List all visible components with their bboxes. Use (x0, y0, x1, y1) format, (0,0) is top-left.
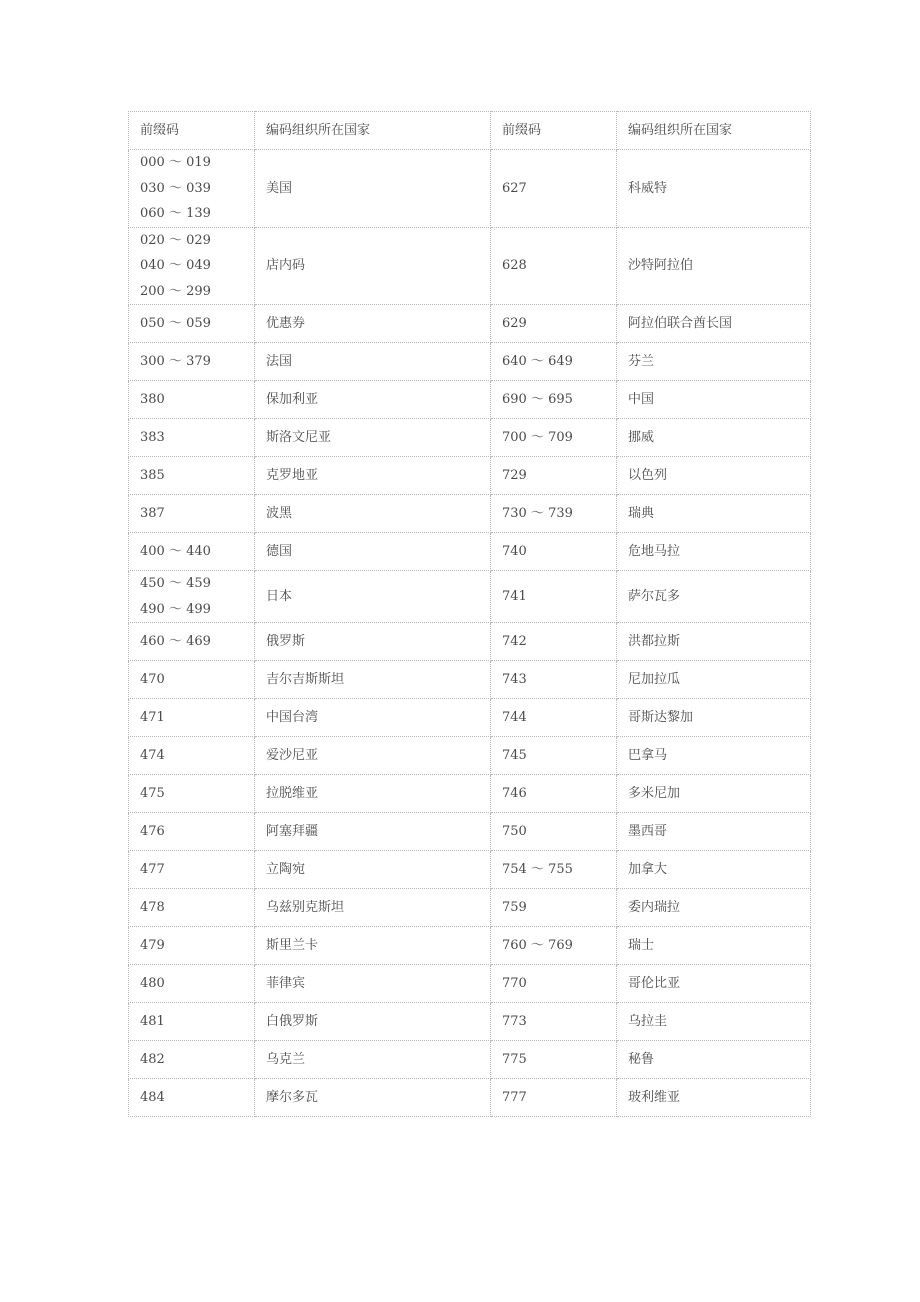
country-cell: 哥斯达黎加 (617, 699, 811, 737)
table-row (129, 571, 811, 623)
table-row (129, 661, 811, 699)
country-cell: 爱沙尼亚 (255, 737, 491, 775)
country-cell: 阿拉伯联合酋长国 (617, 305, 811, 343)
prefix-code-table (128, 111, 811, 1117)
table-row (129, 927, 811, 965)
prefix-code-cell (129, 699, 255, 737)
prefix-code-range: 450 ～ 459 (140, 576, 211, 591)
table-row (129, 623, 811, 661)
country-cell: 菲律宾 (255, 965, 491, 1003)
country-cell: 挪威 (617, 419, 811, 457)
prefix-code-cell: 746 (491, 775, 617, 813)
prefix-code-range: 470 (140, 671, 165, 687)
country-cell: 玻利维亚 (617, 1079, 811, 1117)
country-cell: 尼加拉瓜 (617, 661, 811, 699)
table-body (129, 150, 811, 1117)
prefix-code-cell: 754 ～ 755 (491, 851, 617, 889)
country-cell: 巴拿马 (617, 737, 811, 775)
country-cell: 斯里兰卡 (255, 927, 491, 965)
prefix-code-cell (129, 1079, 255, 1117)
prefix-code-cell: 775 (491, 1041, 617, 1079)
prefix-code-cell (129, 737, 255, 775)
prefix-code-range: 020 ～ 029 (140, 232, 211, 248)
prefix-code-cell (129, 775, 255, 813)
prefix-code-range: 471 (140, 709, 165, 725)
table-row (129, 381, 811, 419)
table-row (129, 1041, 811, 1079)
table-row (129, 150, 811, 228)
country-cell: 加拿大 (617, 851, 811, 889)
prefix-code-cell (129, 965, 255, 1003)
prefix-code-cell: 741 (491, 571, 617, 623)
prefix-code-cell: 729 (491, 457, 617, 495)
country-cell: 法国 (255, 343, 491, 381)
prefix-code-cell: 700 ～ 709 (491, 419, 617, 457)
prefix-code-cell (129, 495, 255, 533)
prefix-code-cell: 745 (491, 737, 617, 775)
table-row (129, 457, 811, 495)
country-cell: 店内码 (255, 227, 491, 305)
prefix-code-cell (129, 1041, 255, 1079)
prefix-code-range: 000 ～ 019 (140, 155, 211, 170)
prefix-code-range: 040 ～ 049 (140, 258, 211, 273)
country-cell: 拉脱维亚 (255, 775, 491, 813)
prefix-code-range: 480 (140, 975, 165, 991)
country-cell: 瑞士 (617, 927, 811, 965)
table-row (129, 533, 811, 571)
country-cell: 阿塞拜疆 (255, 813, 491, 851)
country-cell: 沙特阿拉伯 (617, 227, 811, 305)
table-row (129, 1003, 811, 1041)
country-cell: 德国 (255, 533, 491, 571)
country-cell: 多米尼加 (617, 775, 811, 813)
prefix-code-cell: 628 (491, 227, 617, 305)
prefix-code-range: 300 ～ 379 (140, 353, 211, 369)
prefix-code-range: 380 (140, 391, 165, 407)
prefix-code-cell: 777 (491, 1079, 617, 1117)
prefix-code-cell: 750 (491, 813, 617, 851)
prefix-code-range: 490 ～ 499 (140, 601, 211, 617)
prefix-code-range: 030 ～ 039 (140, 180, 211, 196)
prefix-code-cell (129, 1003, 255, 1041)
prefix-code-cell: 759 (491, 889, 617, 927)
prefix-code-cell (129, 851, 255, 889)
country-cell: 萨尔瓦多 (617, 571, 811, 623)
table-row (129, 227, 811, 305)
prefix-code-cell (129, 457, 255, 495)
prefix-code-cell: 640 ～ 649 (491, 343, 617, 381)
country-cell: 秘鲁 (617, 1041, 811, 1079)
prefix-code-cell (129, 150, 255, 228)
prefix-code-cell: 740 (491, 533, 617, 571)
country-cell: 波黑 (255, 495, 491, 533)
prefix-code-range: 484 (140, 1089, 165, 1105)
prefix-code-cell: 773 (491, 1003, 617, 1041)
prefix-code-range: 460 ～ 469 (140, 633, 211, 649)
prefix-code-cell (129, 343, 255, 381)
table-row (129, 495, 811, 533)
prefix-code-cell (129, 889, 255, 927)
prefix-code-range: 387 (140, 505, 165, 521)
prefix-code-cell (129, 661, 255, 699)
country-cell: 优惠券 (255, 305, 491, 343)
table-row (129, 305, 811, 343)
prefix-code-cell (129, 305, 255, 343)
prefix-code-range: 475 (140, 785, 165, 801)
country-cell: 哥伦比亚 (617, 965, 811, 1003)
prefix-code-cell: 730 ～ 739 (491, 495, 617, 533)
country-cell: 中国台湾 (255, 699, 491, 737)
table-row (129, 737, 811, 775)
prefix-code-range: 060 ～ 139 (140, 206, 211, 221)
country-cell: 以色列 (617, 457, 811, 495)
prefix-code-range: 481 (140, 1013, 165, 1029)
prefix-code-cell: 690 ～ 695 (491, 381, 617, 419)
prefix-code-cell (129, 623, 255, 661)
country-cell: 瑞典 (617, 495, 811, 533)
prefix-code-cell (129, 533, 255, 571)
table-row (129, 699, 811, 737)
country-cell: 中国 (617, 381, 811, 419)
table-row (129, 889, 811, 927)
prefix-code-range: 200 ～ 299 (140, 283, 211, 299)
country-cell: 俄罗斯 (255, 623, 491, 661)
prefix-code-range: 400 ～ 440 (140, 543, 211, 559)
country-cell: 危地马拉 (617, 533, 811, 571)
prefix-code-cell (129, 927, 255, 965)
country-cell: 乌兹别克斯坦 (255, 889, 491, 927)
prefix-code-cell: 770 (491, 965, 617, 1003)
header-country-right: 编码组织所在国家 (617, 112, 811, 150)
prefix-code-cell (129, 419, 255, 457)
country-cell: 乌拉圭 (617, 1003, 811, 1041)
country-cell: 美国 (255, 150, 491, 228)
table-row (129, 813, 811, 851)
table-row (129, 343, 811, 381)
country-cell: 斯洛文尼亚 (255, 419, 491, 457)
table-row (129, 419, 811, 457)
country-cell: 立陶宛 (255, 851, 491, 889)
prefix-code-cell: 743 (491, 661, 617, 699)
prefix-code-range: 474 (140, 747, 165, 763)
prefix-code-cell: 629 (491, 305, 617, 343)
country-cell: 日本 (255, 571, 491, 623)
country-cell: 芬兰 (617, 343, 811, 381)
table-row (129, 965, 811, 1003)
prefix-code-range: 476 (140, 823, 165, 839)
prefix-code-range: 482 (140, 1051, 165, 1067)
country-cell: 洪都拉斯 (617, 623, 811, 661)
prefix-code-range: 478 (140, 899, 165, 915)
prefix-code-cell (129, 571, 255, 623)
country-cell: 保加利亚 (255, 381, 491, 419)
country-cell: 科威特 (617, 150, 811, 228)
prefix-code-cell: 744 (491, 699, 617, 737)
country-cell: 白俄罗斯 (255, 1003, 491, 1041)
prefix-code-cell (129, 813, 255, 851)
prefix-code-cell: 627 (491, 150, 617, 228)
country-cell: 乌克兰 (255, 1041, 491, 1079)
prefix-code-range: 479 (140, 937, 165, 953)
country-cell: 吉尔吉斯斯坦 (255, 661, 491, 699)
country-cell: 克罗地亚 (255, 457, 491, 495)
prefix-code-range: 385 (140, 467, 165, 483)
prefix-code-cell: 760 ～ 769 (491, 927, 617, 965)
country-cell: 墨西哥 (617, 813, 811, 851)
prefix-code-cell: 742 (491, 623, 617, 661)
country-cell: 摩尔多瓦 (255, 1079, 491, 1117)
prefix-code-range: 383 (140, 429, 165, 445)
header-prefix-code-left: 前缀码 (129, 112, 255, 150)
table-row (129, 1079, 811, 1117)
prefix-code-range: 477 (140, 861, 165, 877)
prefix-code-cell (129, 227, 255, 305)
table-row (129, 851, 811, 889)
country-cell: 委内瑞拉 (617, 889, 811, 927)
header-country-left: 编码组织所在国家 (255, 112, 491, 150)
table-header-row (129, 112, 811, 150)
prefix-code-range: 050 ～ 059 (140, 315, 211, 331)
header-prefix-code-right: 前缀码 (491, 112, 617, 150)
prefix-code-cell (129, 381, 255, 419)
table-row (129, 775, 811, 813)
